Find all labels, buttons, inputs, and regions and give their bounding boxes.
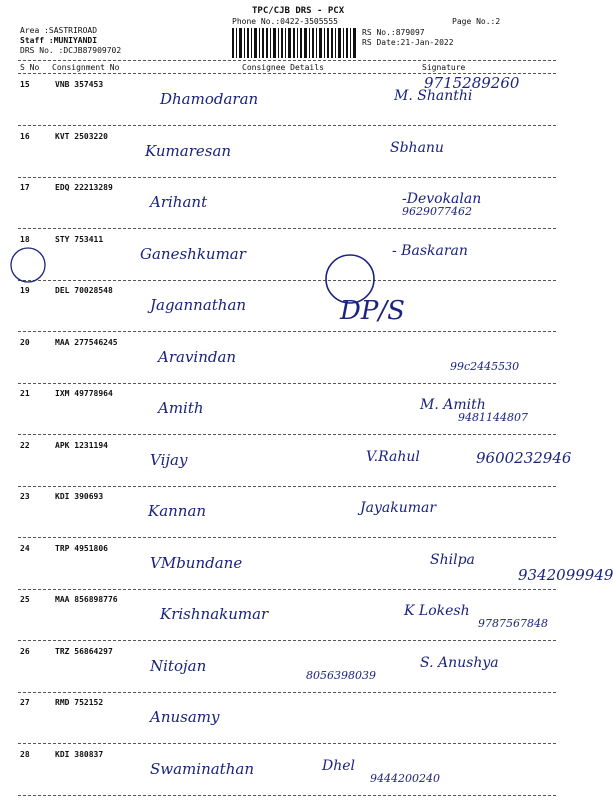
row-consignment-no: KDI 390693 xyxy=(55,492,104,501)
row-phone-note: 99c2445530 xyxy=(450,359,520,373)
row-consignment-no: EDQ 22213289 xyxy=(55,183,113,192)
row-consignment-no: DEL 70028548 xyxy=(55,286,113,295)
row-sno: 21 xyxy=(20,389,30,398)
row-signature: Sbhanu xyxy=(390,139,444,156)
row-divider xyxy=(18,640,556,641)
row-signature: Shilpa xyxy=(430,551,475,568)
col-consignee: Consignee Details xyxy=(242,63,324,72)
row-signature: - Baskaran xyxy=(392,242,468,259)
rs-number: RS No.:879097 xyxy=(362,28,425,37)
row-consignment-no: STY 753411 xyxy=(55,234,104,244)
row-consignment-no: RMD 752152 xyxy=(55,698,104,707)
phone-number: Phone No.:0422-3505555 xyxy=(232,17,338,26)
drs-number: DRS No. :DCJB87909702 xyxy=(20,46,122,55)
row-divider xyxy=(18,434,556,435)
row-consignment-no: KDI 380837 xyxy=(55,749,104,759)
row-divider xyxy=(18,486,556,487)
row-consignee-name: Amith xyxy=(158,399,204,417)
row-consignee-name: Anusamy xyxy=(150,708,220,726)
col-sno: S No xyxy=(20,63,40,72)
row-phone-note: 9629077462 xyxy=(402,205,472,218)
row-phone-note: 9444200240 xyxy=(370,771,440,785)
row-sno: 23 xyxy=(20,492,30,501)
row-consignment-no: VNB 357453 xyxy=(55,80,104,89)
page-title: TPC/CJB DRS - PCX xyxy=(252,6,345,16)
area-label: Area :SASTRIROAD xyxy=(20,26,98,35)
row-divider xyxy=(18,692,556,693)
row-consignment-no: TRP 4951806 xyxy=(55,543,108,553)
row-phone-note: 9481144807 xyxy=(458,411,528,424)
row-divider xyxy=(18,589,556,590)
row-consignment-no: KVT 2503220 xyxy=(55,131,108,141)
row-consignee-name: Dhamodaran xyxy=(160,90,259,108)
row-consignment-no: TRZ 56864297 xyxy=(55,646,113,656)
row-divider xyxy=(18,331,556,332)
barcode xyxy=(232,28,357,58)
page-number: Page No.:2 xyxy=(452,17,501,26)
row-divider xyxy=(18,537,556,538)
row-consignee-name: Nitojan xyxy=(150,656,207,675)
row-signature: K Lokesh xyxy=(404,603,470,619)
row-consignee-name: Krishnakumar xyxy=(160,605,269,623)
row-consignment-no: MAA 856898776 xyxy=(55,595,118,604)
row-phone-note: 9600232946 xyxy=(476,448,572,467)
row-consignment-no: MAA 277546245 xyxy=(55,337,118,347)
row-divider xyxy=(18,125,556,126)
row-divider xyxy=(18,795,556,796)
col-signature: Signature xyxy=(422,63,466,72)
row-consignee-name: Jagannathan xyxy=(150,296,247,314)
row-consignee-name: Vijay xyxy=(150,450,188,469)
row-signature: M. Amith xyxy=(420,397,486,413)
row-divider xyxy=(18,280,556,281)
row-consignment-no: IXM 49778964 xyxy=(55,389,113,398)
row-sno: 22 xyxy=(20,440,30,450)
row-phone-note: 9715289260 xyxy=(424,74,520,92)
row-consignee-name: Arihant xyxy=(150,193,208,211)
row-sno: 25 xyxy=(20,595,30,604)
row-sno: 15 xyxy=(20,80,30,89)
row-divider xyxy=(18,743,556,744)
row-divider xyxy=(18,228,556,229)
row-consignee-name: Ganeshkumar xyxy=(140,244,246,263)
row-phone-note: 9787567848 xyxy=(478,617,548,630)
row-consignee-name: VMbundane xyxy=(150,553,243,572)
dps-stamp-circle xyxy=(320,252,380,311)
staff-label: Staff :MUNIYANDI xyxy=(20,36,98,45)
row-signature: V.Rahul xyxy=(366,448,420,465)
row-signature: S. Anushya xyxy=(420,654,499,671)
row-sno: 27 xyxy=(20,698,30,707)
row-sno: 20 xyxy=(20,337,30,347)
row-sno: 28 xyxy=(20,749,30,759)
row-sno: 26 xyxy=(20,646,30,656)
row-signature: M. Shanthi xyxy=(394,88,473,104)
row-sno: 17 xyxy=(20,183,30,192)
circle-annotation xyxy=(8,246,48,290)
row-consignee-name: Kumaresan xyxy=(145,141,232,160)
row-signature: DP/S xyxy=(340,296,405,326)
row-sno: 16 xyxy=(20,131,30,141)
rs-date: RS Date:21-Jan-2022 xyxy=(362,38,454,47)
header-divider-top xyxy=(18,60,556,61)
row-consignee-name: Aravindan xyxy=(158,347,237,366)
row-phone-note: 8056398039 xyxy=(306,668,376,682)
row-signature: Dhel xyxy=(322,757,356,774)
row-phone-note: 9342099949 xyxy=(518,565,613,584)
row-sno: 18 xyxy=(20,234,30,244)
row-signature: Jayakumar xyxy=(360,500,437,516)
row-sno: 19 xyxy=(20,286,30,295)
row-signature: -Devokalan xyxy=(402,191,482,207)
barcode-graphic xyxy=(232,28,357,58)
row-consignment-no: APK 1231194 xyxy=(55,440,108,450)
col-consignment: Consignment No xyxy=(52,63,120,72)
row-divider xyxy=(18,383,556,384)
row-sno: 24 xyxy=(20,543,30,553)
row-consignee-name: Swaminathan xyxy=(150,759,254,778)
row-divider xyxy=(18,177,556,178)
row-consignee-name: Kannan xyxy=(148,502,207,520)
